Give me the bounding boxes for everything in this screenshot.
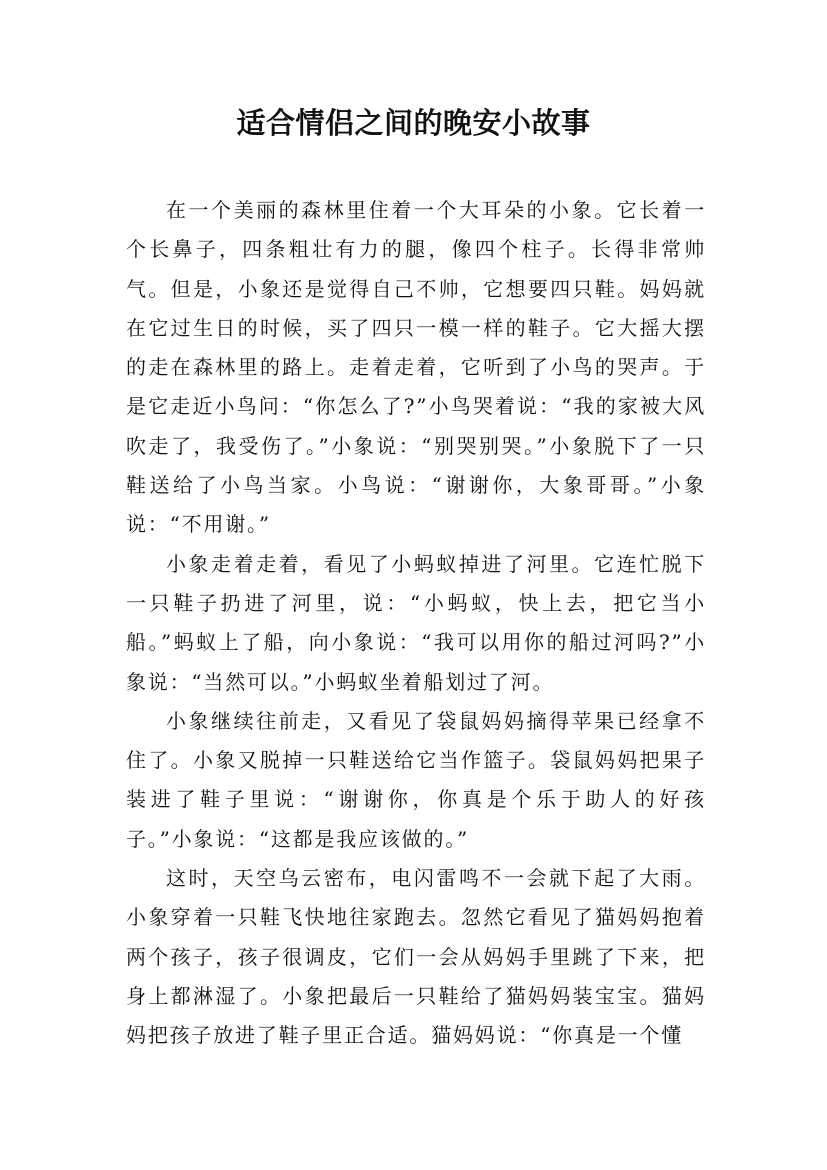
- paragraph-1: 在一个美丽的森林里住着一个大耳朵的小象。它长着一个长鼻子，四条粗壮有力的腿，像四个柱子。长得非常帅气。但是，小象还是觉得自己不帅，它想要四只鞋。妈妈就在它过生日的时候，买了四只一模一样的鞋子。它大摇大摆的走在森林里的路上。走着走着，它听到了小鸟的哭声。于是它走近小鸟问：“你怎么了?”小鸟哭着说：“我的家被大风吹走了，我受伤了。”小象说：“别哭别哭。”小象脱下了一只鞋送给了小鸟当家。小鸟说：“谢谢你，大象哥哥。”小象说：“不用谢。”: [126, 198, 706, 537]
- paragraph-2: 小象走着走着，看见了小蚂蚁掉进了河里。它连忙脱下一只鞋子扔进了河里，说：“小蚂蚁，快上去，把它当小船。”蚂蚁上了船，向小象说：“我可以用你的船过河吗?”小象说：“当然可以。”小蚂蚁坐着船划过了河。: [126, 551, 706, 694]
- document-body: [126, 191, 706, 1056]
- paragraph-3: 小象继续往前走，又看见了袋鼠妈妈摘得苹果已经拿不住了。小象又脱掉一只鞋送给它当作篮子。袋鼠妈妈把果子装进了鞋子里说：“谢谢你，你真是个乐于助人的好孩子。”小象说：“这都是我应该做的。”: [126, 708, 706, 851]
- paragraph-4: 这时，天空乌云密布，电闪雷鸣不一会就下起了大雨。小象穿着一只鞋飞快地往家跑去。忽然它看见了猫妈妈抱着两个孩子，孩子很调皮，它们一会从妈妈手里跳了下来，把身上都淋湿了。小象把最后一只鞋给了猫妈妈装宝宝。猫妈妈把孩子放进了鞋子里正合适。猫妈妈说：“你真是一个懂: [126, 866, 706, 1048]
- document-title: 适合情侣之间的晚安小故事: [236, 106, 591, 140]
